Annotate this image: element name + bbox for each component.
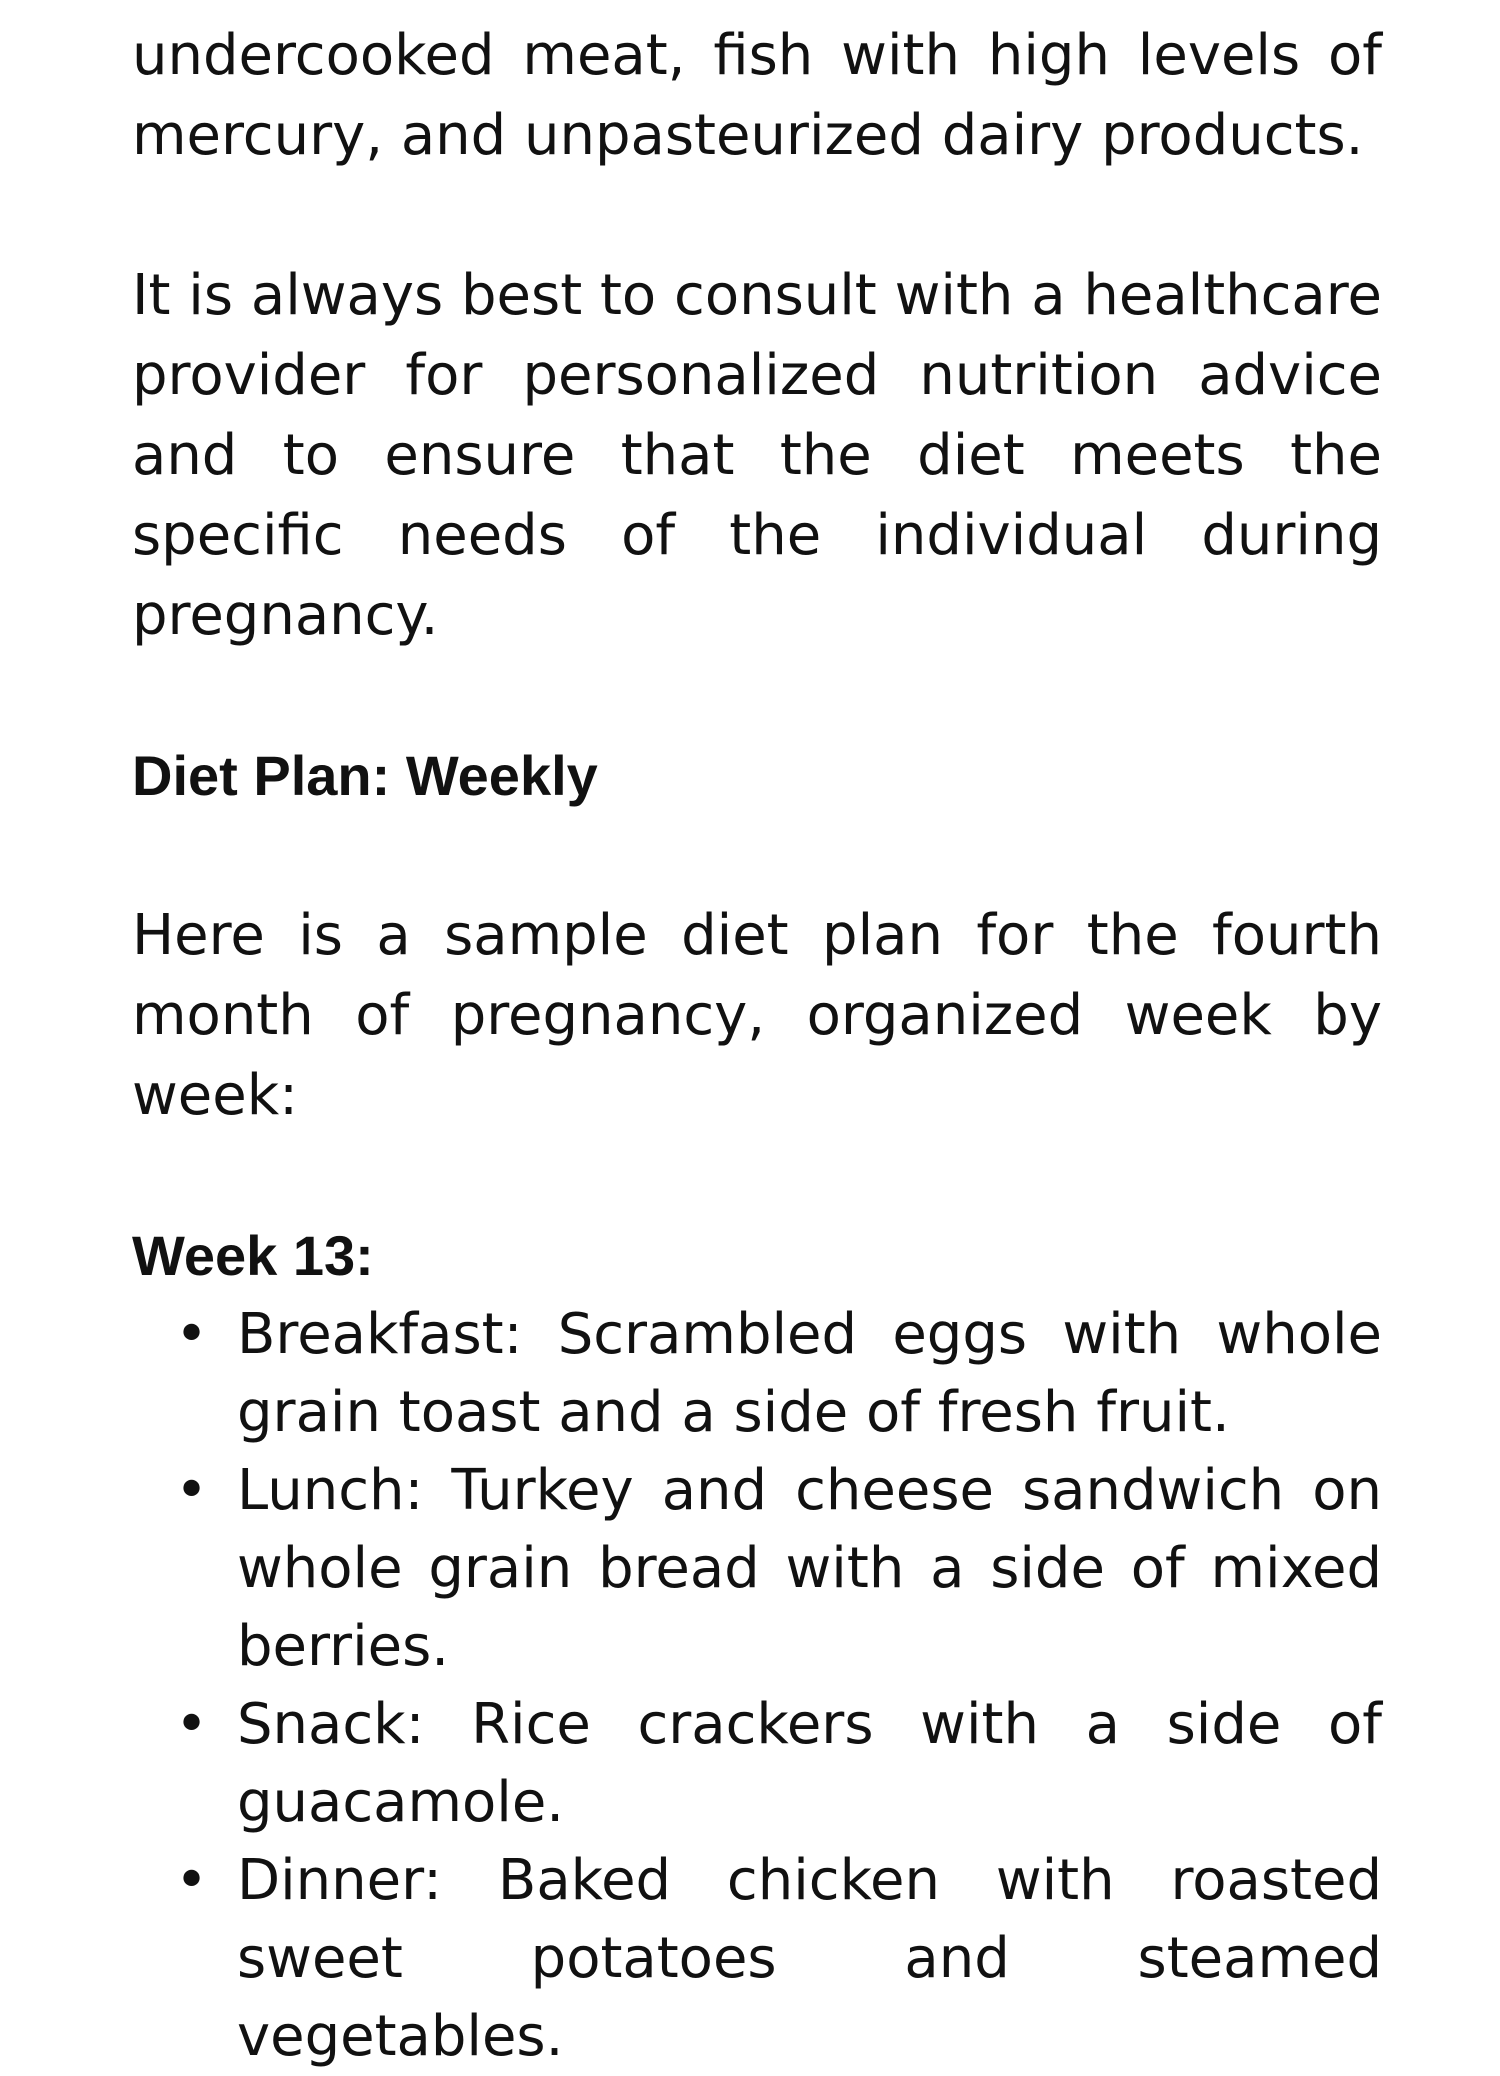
meal-list <box>132 1296 1382 2076</box>
heading-week-13: Week 13: <box>132 1224 374 1287</box>
list-item-dinner <box>175 1842 1382 2076</box>
bullet-icon: • <box>175 1302 209 1367</box>
paragraph-continued: undercooked meat, fish with high levels of mercury, and unpasteurized dairy products. <box>132 23 1382 168</box>
heading-diet-plan: Diet Plan: Weekly <box>132 744 598 807</box>
list-item-breakfast <box>175 1296 1382 1452</box>
list-item-text: Lunch: Turkey and cheese sandwich on whole grain bread with a side of mixed berries. <box>237 1458 1382 1679</box>
list-item-snack <box>175 1686 1382 1842</box>
paragraph-intro: Here is a sample diet plan for the fourth month of pregnancy, organized week by week: <box>132 903 1382 1128</box>
list-item-text: Snack: Rice crackers with a side of guacamole. <box>237 1692 1382 1835</box>
list-item-text: Breakfast: Scrambled eggs with whole grain toast and a side of fresh fruit. <box>237 1302 1382 1445</box>
bullet-icon: • <box>175 1458 209 1523</box>
list-item-lunch <box>175 1452 1382 1686</box>
paragraph-consult-provider: It is always best to consult with a healthcare provider for personalized nutrition advice and to ensure that the diet meets the specific needs of the individual during pregnancy. <box>132 263 1382 648</box>
bullet-icon: • <box>175 1692 209 1757</box>
bullet-icon: • <box>175 1848 209 1913</box>
document-page <box>132 0 1382 2076</box>
list-item-text: Dinner: Baked chicken with roasted sweet potatoes and steamed vegetables. <box>237 1848 1382 2069</box>
